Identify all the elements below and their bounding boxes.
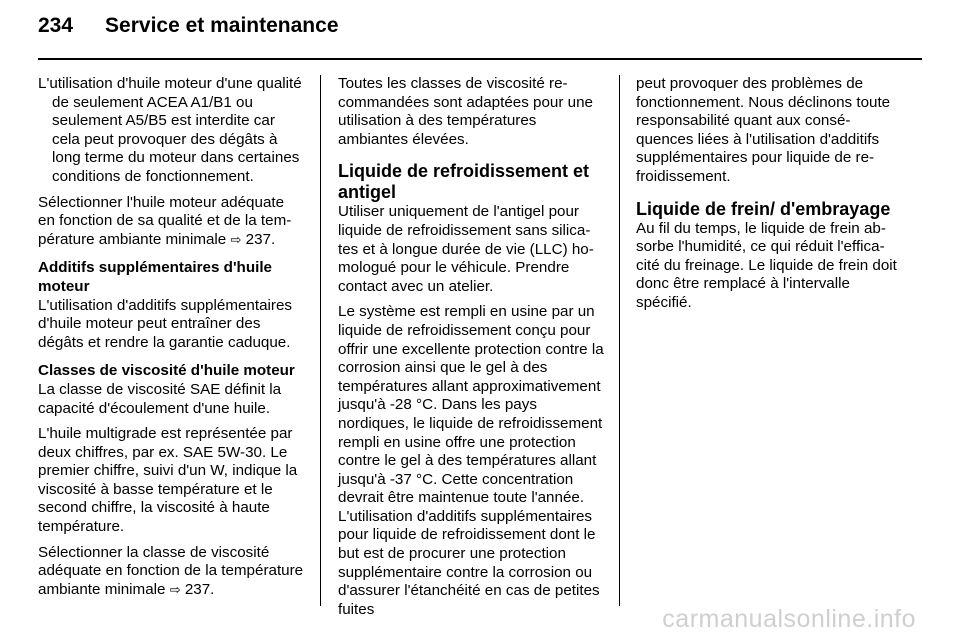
paragraph bbox=[38, 544, 304, 600]
column-divider bbox=[320, 75, 321, 606]
page-reference-icon: ⇨ bbox=[169, 581, 181, 597]
paragraph: Le système est rempli en usine par un liquide de refroidissement conçu pour offrir une excellente protection contre la corrosion ainsi que le gel à des températures allant approximativement jusqu'à -28 °C. Dans les pays nordiques, le liquide de refroidissement rempli en usine offre une protection contre le gel à des températures allant jusqu'à -37 °C. Cette concentration devrait être maintenue toute l'année. L'utilisation d'additifs supplémentaires pour liquide de refroidissement dont le but est de procurer une protection supplémentaire contre la corrosion ou d'assurer l'étanchéité en cas de petites fuites bbox=[338, 303, 604, 618]
paragraph: La classe de viscosité SAE définit la capacité d'écoulement d'une huile. bbox=[38, 380, 282, 417]
paragraph: L'huile multigrade est représentée par deux chiffres, par ex. SAE 5W-30. Le premier chiffre, suivi d'un W, indique la viscosité à basse température et le second chiffre, la viscosité à haute température. bbox=[38, 425, 298, 536]
page-title: Service et maintenance bbox=[105, 14, 339, 37]
paragraph: L'utilisation d'additifs supplémentaires d'huile moteur peut entraîner des dégâts et rendre la garantie caduque. bbox=[38, 296, 293, 351]
column-divider bbox=[619, 75, 620, 606]
section-heading: Additifs supplémentaires d'huile moteur bbox=[38, 259, 272, 295]
paragraph-text: Sélectionner la classe de viscosité adéquate en fonction de la température ambiante minimale bbox=[38, 543, 304, 598]
page-reference[interactable]: 237. bbox=[245, 230, 276, 248]
header-rule bbox=[38, 58, 922, 60]
page-header bbox=[38, 14, 339, 50]
section-heading: Liquide de frein/ d'embrayage bbox=[636, 198, 891, 219]
paragraph-text: Sélectionner l'huile moteur adéquate en fonction de sa qualité et de la température ambiante minimale bbox=[38, 193, 292, 248]
column-1 bbox=[38, 75, 304, 606]
page-reference-icon: ⇨ bbox=[230, 231, 242, 247]
column-2 bbox=[338, 75, 604, 626]
page-reference[interactable]: 237. bbox=[184, 580, 215, 598]
paragraph: Au fil du temps, le liquide de frein absorbe l'humidité, ce qui réduit l'efficacité du freinage. Le liquide de frein doit donc être remplacé à l'intervalle spécifié. bbox=[636, 219, 897, 311]
column-3 bbox=[636, 75, 902, 320]
paragraph: peut provoquer des problèmes de fonctionnement. Nous déclinons toute responsabilité quant aux conséquences liées à l'utilisation d'additifs supplémentaires pour liquide de refroidissement. bbox=[636, 75, 891, 185]
section-heading: Liquide de refroidissement et antigel bbox=[338, 161, 590, 203]
paragraph bbox=[38, 194, 304, 250]
watermark: carmanualsonline.info bbox=[662, 605, 916, 633]
paragraph: Toutes les classes de viscosité recommandées sont adaptées pour une utilisation à des températures ambiantes élevées. bbox=[338, 75, 593, 148]
page-number: 234 bbox=[38, 14, 74, 37]
paragraph: Utiliser uniquement de l'antigel pour liquide de refroidissement sans silicates et à longue durée de vie (LLC) homologué pour le véhicule. Prendre contact avec un atelier. bbox=[338, 203, 594, 295]
bullet-paragraph: L'utilisation d'huile moteur d'une qualité de seulement ACEA A1/B1 ou seulement A5/B5 est interdite car cela peut provoquer des dégâts à long terme du moteur dans certaines conditions de fonctionnement. bbox=[38, 75, 302, 185]
section-heading: Classes de viscosité d'huile moteur bbox=[38, 362, 295, 380]
